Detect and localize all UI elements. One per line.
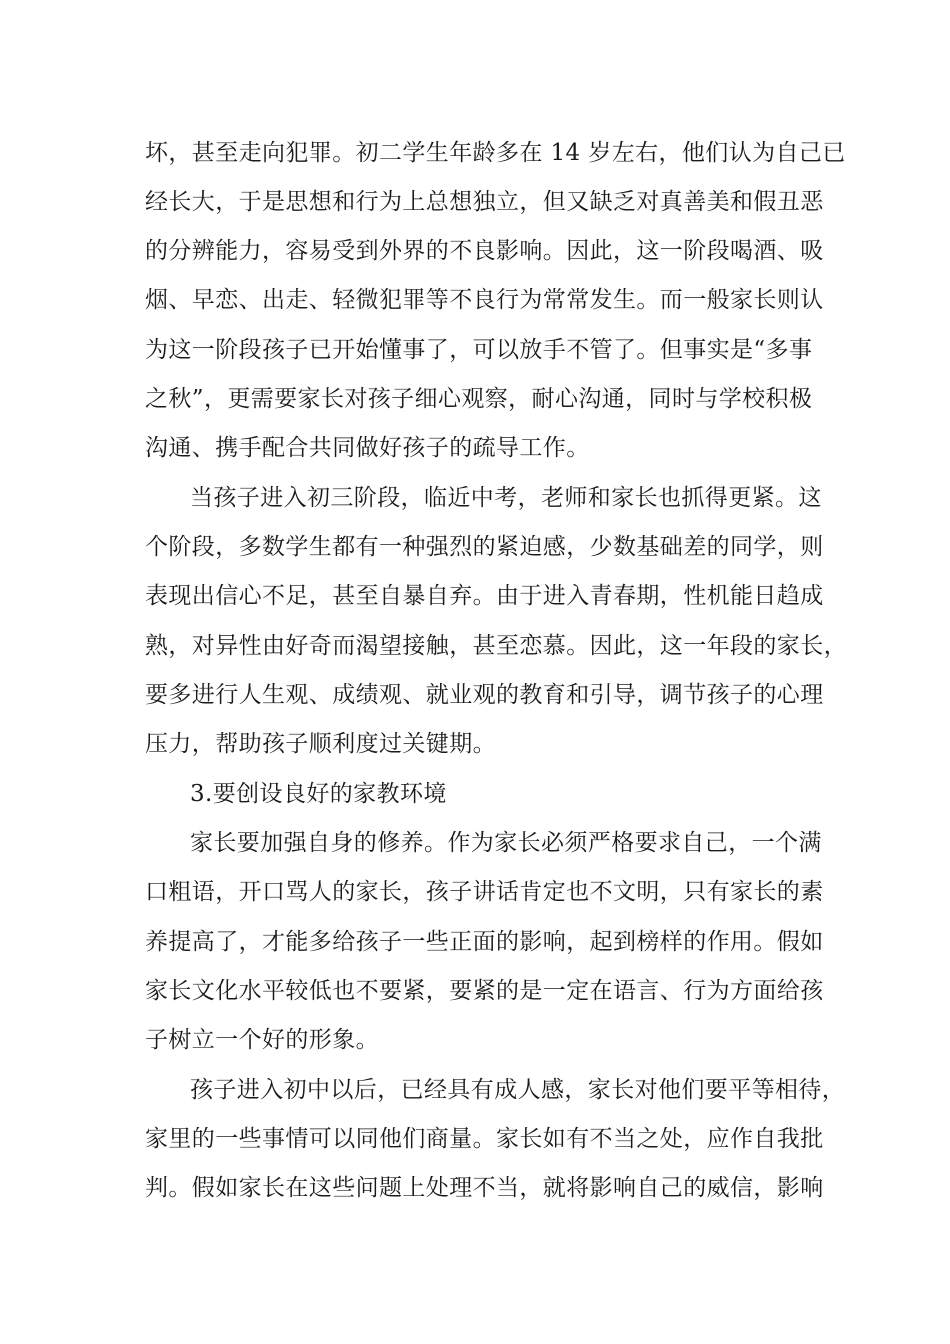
text-line: 经长大，于是思想和行为上总想独立，但又缺乏对真善美和假丑恶	[145, 189, 824, 215]
text-line: 表现出信心不足，甚至自暴自弃。由于进入青春期，性机能日趋成	[145, 583, 824, 609]
text-line: 熟，对异性由好奇而渴望接触，甚至恋慕。因此，这一年段的家长，	[145, 633, 847, 659]
text-line: 子树立一个好的形象。	[145, 1027, 379, 1053]
text-line: 沟通、携手配合共同做好孩子的疏导工作。	[145, 435, 590, 461]
text-line: 判。假如家长在这些问题上处理不当，就将影响自己的威信，影响	[145, 1175, 824, 1201]
text-line: 坏，甚至走向犯罪。初二学生年龄多在 14 岁左右，他们认为自己已	[145, 140, 846, 166]
text-line: 压力，帮助孩子顺利度过关键期。	[145, 731, 496, 757]
paragraph-first-line: 当孩子进入初三阶段，临近中考，老师和家长也抓得更紧。这	[190, 485, 822, 511]
text-line: 家里的一些事情可以同他们商量。家长如有不当之处，应作自我批	[145, 1126, 824, 1152]
text-line: 要多进行人生观、成绩观、就业观的教育和引导，调节孩子的心理	[145, 682, 824, 708]
text-line: 家长文化水平较低也不要紧，要紧的是一定在语言、行为方面给孩	[145, 978, 824, 1004]
text-line: 烟、早恋、出走、轻微犯罪等不良行为常常发生。而一般家长则认	[145, 287, 824, 313]
paragraph-first-line: 家长要加强自身的修养。作为家长必须严格要求自己，一个满	[190, 830, 822, 856]
text-line: 的分辨能力，容易受到外界的不良影响。因此，这一阶段喝酒、吸	[145, 238, 824, 264]
text-line: 之秋”，更需要家长对孩子细心观察，耐心沟通，同时与学校积极	[145, 386, 813, 412]
text-line: 个阶段，多数学生都有一种强烈的紧迫感，少数基础差的同学，则	[145, 534, 824, 560]
section-heading: 3.要创设良好的家教环境	[190, 781, 447, 807]
paragraph-first-line: 孩子进入初中以后，已经具有成人感，家长对他们要平等相待，	[190, 1077, 846, 1103]
text-line: 口粗语，开口骂人的家长，孩子讲话肯定也不文明，只有家长的素	[145, 879, 824, 905]
text-line: 为这一阶段孩子已开始懂事了，可以放手不管了。但事实是“多事	[145, 337, 813, 363]
text-line: 养提高了，才能多给孩子一些正面的影响，起到榜样的作用。假如	[145, 929, 824, 955]
